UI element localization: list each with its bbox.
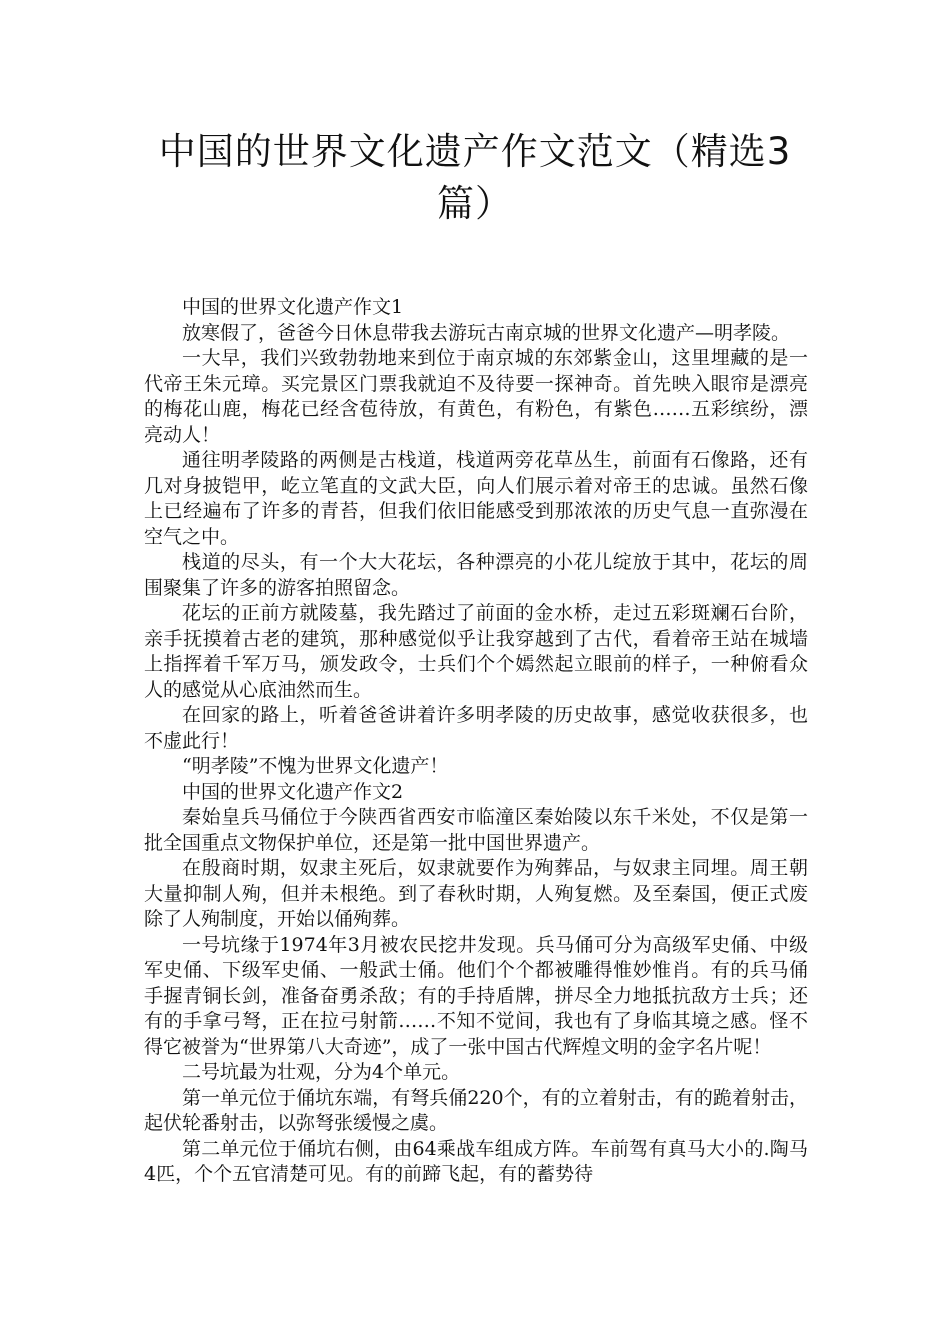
paragraph-7: 在回家的路上，听着爸爸讲着许多明孝陵的历史故事，感觉收获很多，也不虚此行！ (144, 704, 808, 752)
document-title: 中国的世界文化遗产作文范文（精选3篇） (158, 130, 792, 225)
paragraph-10: 秦始皇兵马俑位于今陕西省西安市临潼区秦始陵以东千米处，不仅是第一批全国重点文物保护单位，还是第一批中国世界遗产。 (144, 806, 808, 854)
paragraph-6: 花坛的正前方就陵墓，我先踏过了前面的金水桥，走过五彩斑斓石台阶，亲手抚摸着古老的建筑，那种感觉似乎让我穿越到了古代，看着帝王站在城墙上指挥着千军万马，颁发政令，士兵们个个嫣然起立眼前的样子，一种俯看众人的感觉从心底油然而生。 (144, 602, 808, 701)
paragraph-3: 一大早，我们兴致勃勃地来到位于南京城的东郊紫金山，这里埋藏的是一代帝王朱元璋。买完景区门票我就迫不及待要一探神奇。首先映入眼帘是漂亮的梅花山鹿，梅花已经含苞待放，有黄色，有粉色，有紫色……五彩缤纷，漂亮动人！ (144, 347, 808, 446)
document-body (144, 295, 808, 1188)
paragraph-4: 通往明孝陵路的两侧是古栈道，栈道两旁花草丛生，前面有石像路，还有几对身披铠甲，屹立笔直的文武大臣，向人们展示着对帝王的忠诚。虽然石像上已经遍布了许多的青苔，但我们依旧能感受到那浓浓的历史气息一直弥漫在空气之中。 (144, 449, 808, 548)
paragraph-13: 二号坑最为壮观，分为4个单元。 (182, 1061, 461, 1083)
paragraph-15: 第二单元位于俑坑右侧，由64乘战车组成方阵。车前驾有真马大小的.陶马4匹，个个五官清楚可见。有的前蹄飞起，有的蓄势待 (144, 1137, 808, 1185)
paragraph-9: 中国的世界文化遗产作文2 (182, 780, 404, 803)
paragraph-5: 栈道的尽头，有一个大大花坛，各种漂亮的小花儿绽放于其中，花坛的周围聚集了许多的游客拍照留念。 (144, 551, 808, 599)
paragraph-14: 第一单元位于俑坑东端，有弩兵俑220个，有的立着射击，有的跪着射击，起伏轮番射击，以弥弩张缓慢之虞。 (144, 1086, 808, 1134)
paragraph-1: 中国的世界文化遗产作文1 (182, 296, 404, 318)
paragraph-11: 在殷商时期，奴隶主死后，奴隶就要作为殉葬品，与奴隶主同埋。周王朝大量抑制人殉，但并未根绝。到了春秋时期，人殉复燃。及至秦国，便正式废除了人殉制度，开始以俑殉葬。 (144, 857, 808, 930)
paragraph-8: “明孝陵”不愧为世界文化遗产！ (182, 755, 449, 777)
paragraph-12: 一号坑缘于1974年3月被农民挖井发现。兵马俑可分为高级军史俑、中级军史俑、下级军史俑、一般武士俑。他们个个都被雕得惟妙惟肖。有的兵马俑手握青铜长剑，准备奋勇杀敌；有的手持盾牌，拼尽全力地抵抗敌方士兵；还有的手拿弓弩，正在拉弓射箭……不知不觉间，我也有了身临其境之感。怪不得它被誉为“世界第八大奇迹”，成了一张中国古代辉煌文明的金字名片呢！ (144, 933, 808, 1058)
paragraph-2: 放寒假了，爸爸今日休息带我去游玩古南京城的世界文化遗产—明孝陵。 (182, 321, 791, 344)
